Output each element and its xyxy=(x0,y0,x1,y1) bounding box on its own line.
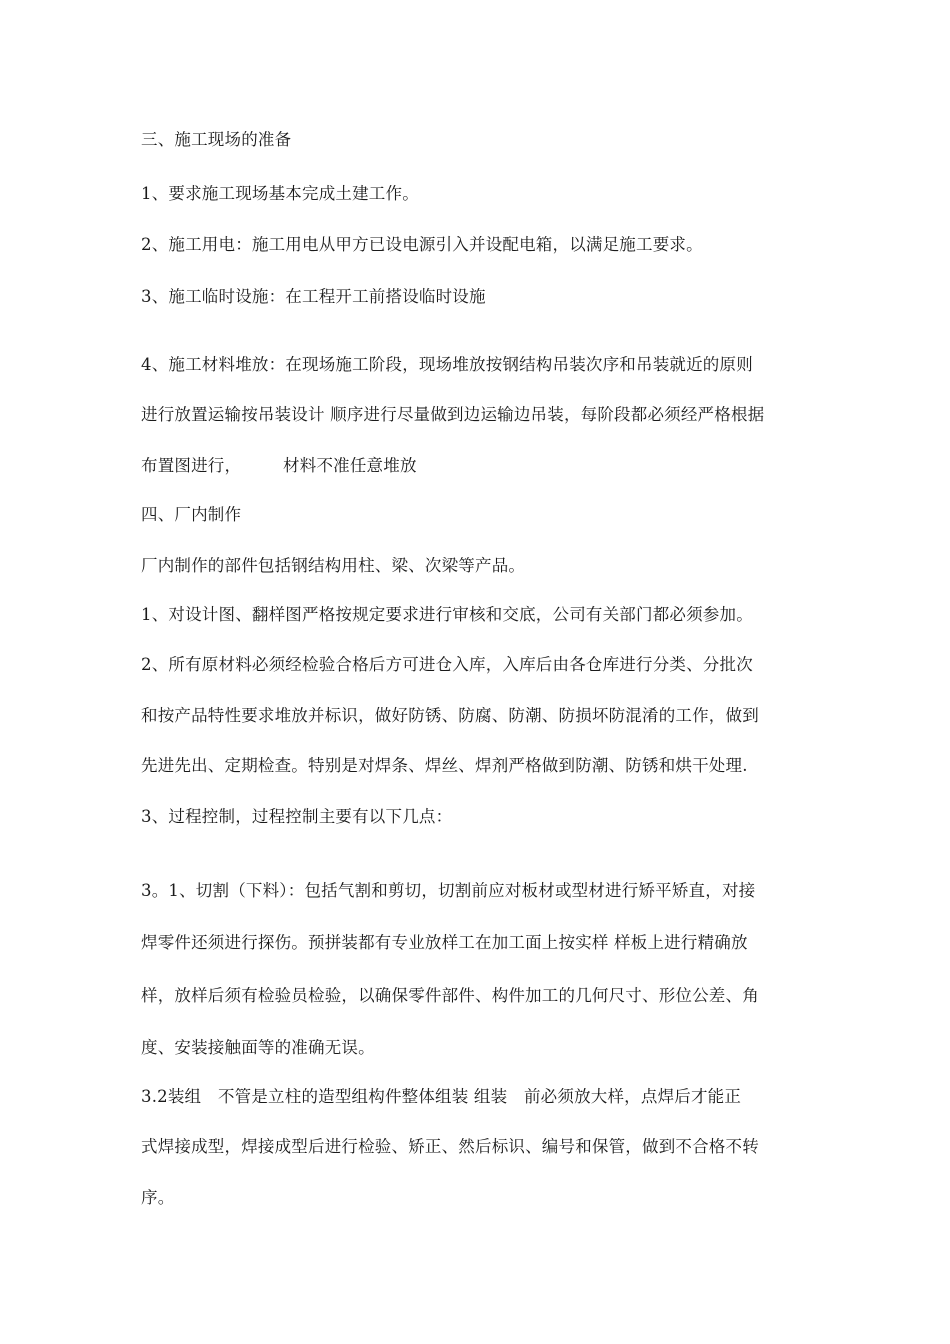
paragraph-line: 2、施工用电：施工用电从甲方已设电源引入并设配电箱，以满足施工要求。 xyxy=(141,235,703,254)
paragraph-line: 布置图进行， 材料不准任意堆放 xyxy=(141,456,417,475)
paragraph-line: 和按产品特性要求堆放并标识，做好防锈、防腐、防潮、防损坏防混淆的工作，做到 xyxy=(141,706,759,725)
paragraph-line: 焊零件还须进行探伤。预拼装都有专业放样工在加工面上按实样 样板上进行精确放 xyxy=(141,933,748,952)
paragraph-line: 3.2装组 不管是立柱的造型组构件整体组装 组装 前必须放大样，点焊后才能正 xyxy=(141,1087,742,1106)
paragraph-line: 度、安装接触面等的准确无误。 xyxy=(141,1038,375,1057)
section-heading-factory-fabrication: 四、厂内制作 xyxy=(141,505,242,524)
section-heading-site-preparation: 三、施工现场的准备 xyxy=(141,130,292,149)
paragraph-line: 样，放样后须有检验员检验，以确保零件部件、构件加工的几何尺寸、形位公差、角 xyxy=(141,986,759,1005)
paragraph-line: 4、施工材料堆放：在现场施工阶段，现场堆放按钢结构吊装次序和吊装就近的原则 xyxy=(141,355,753,374)
paragraph-line: 先进先出、定期检查。特别是对焊条、焊丝、焊剂严格做到防潮、防锈和烘干处理. xyxy=(141,756,748,775)
paragraph-line: 厂内制作的部件包括钢结构用柱、梁、次梁等产品。 xyxy=(141,556,526,575)
paragraph-line: 3。1、切割（下料）：包括气割和剪切，切割前应对板材或型材进行矫平矫直，对接 xyxy=(141,881,756,900)
paragraph-line: 2、所有原材料必须经检验合格后方可进仓入库，入库后由各仓库进行分类、分批次 xyxy=(141,655,753,674)
paragraph-line: 3、过程控制，过程控制主要有以下几点： xyxy=(141,807,453,826)
paragraph-line: 序。 xyxy=(141,1188,175,1207)
paragraph-line: 3、施工临时设施：在工程开工前搭设临时设施 xyxy=(141,287,486,306)
paragraph-line: 1、对设计图、翻样图严格按规定要求进行审核和交底，公司有关部门都必须参加。 xyxy=(141,605,753,624)
paragraph-line: 1、要求施工现场基本完成土建工作。 xyxy=(141,184,419,203)
paragraph-line: 式焊接成型，焊接成型后进行检验、矫正、然后标识、编号和保管，做到不合格不转 xyxy=(141,1137,759,1156)
paragraph-line: 进行放置运输按吊装设计 顺序进行尽量做到边运输边吊装，每阶段都必须经严格根据 xyxy=(141,405,765,424)
